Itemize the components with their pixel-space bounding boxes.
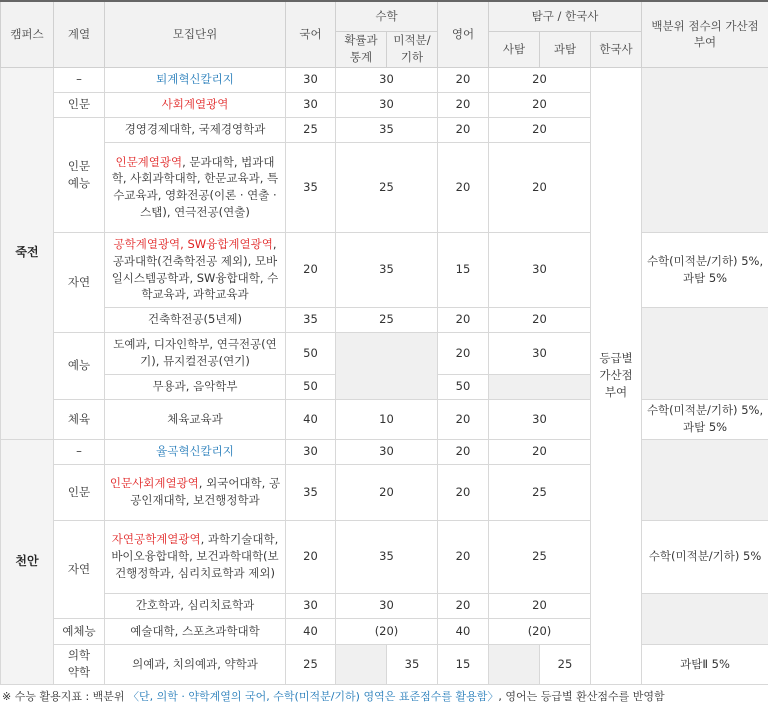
math-cell-empty xyxy=(336,332,438,399)
unit-rest: , 외국어대학, 공공인재대학, 보건행정학과 xyxy=(130,476,281,507)
header-unit: 모집단위 xyxy=(105,1,286,67)
korean-cell: 30 xyxy=(286,439,336,464)
social-cell-empty xyxy=(489,644,540,684)
english-cell: 20 xyxy=(438,399,489,439)
unit-rest: , 공과대학(건축학전공 제외), 모바일시스템공학과, SW융합대학, 수학교육과, 과학교육과 xyxy=(111,237,279,302)
inquiry-cell: 20 xyxy=(489,92,591,117)
unit-highlight: 자연공학계열광역 xyxy=(111,532,201,547)
header-math-stat: 확률과 통계 xyxy=(336,31,387,67)
unit-cell: 도예과, 디자인학부, 연극전공(연기), 뮤지컬전공(연기) xyxy=(105,332,286,374)
bonus-cell-empty xyxy=(642,67,768,232)
inquiry-cell: 30 xyxy=(489,332,591,374)
bonus-cell-empty xyxy=(642,307,768,399)
unit-cell: 예술대학, 스포츠과학대학 xyxy=(105,618,286,644)
inquiry-cell: 20 xyxy=(489,439,591,464)
math-cell: 30 xyxy=(336,593,438,618)
track-cell: 예능 xyxy=(54,332,105,399)
track-cell: 인문 xyxy=(54,464,105,520)
inquiry-cell: 30 xyxy=(489,399,591,439)
unit-cell: 건축학전공(5년제) xyxy=(105,307,286,332)
track-cell: 의학 약학 xyxy=(54,644,105,684)
math-cell: 35 xyxy=(336,520,438,593)
korean-cell: 40 xyxy=(286,399,336,439)
unit-rest: , 과학기술대학, 바이오융합대학, 보건과학대학(보건행정학과, 심리치료학과 제외) xyxy=(111,532,279,580)
math-cell: 10 xyxy=(336,399,438,439)
math-cell: 25 xyxy=(336,142,438,232)
math-stat-cell-empty xyxy=(336,644,387,684)
unit-highlight: 공학계열광역, SW융합계열광역 xyxy=(113,237,273,252)
bonus-cell: 수학(미적분/기하) 5%, 과탐 5% xyxy=(642,232,768,307)
korean-cell: 20 xyxy=(286,232,336,307)
inquiry-cell: 25 xyxy=(489,520,591,593)
header-social: 사탐 xyxy=(489,31,540,67)
english-cell: 15 xyxy=(438,232,489,307)
english-cell: 20 xyxy=(438,464,489,520)
header-korean: 국어 xyxy=(286,1,336,67)
english-cell: 20 xyxy=(438,593,489,618)
unit-cell xyxy=(105,142,286,232)
unit-cell: 경영경제대학, 국제경영학과 xyxy=(105,117,286,142)
english-cell: 20 xyxy=(438,307,489,332)
math-cell: 35 xyxy=(336,232,438,307)
track-cell: 예체능 xyxy=(54,618,105,644)
math-cell: 35 xyxy=(336,117,438,142)
english-cell: 50 xyxy=(438,374,489,399)
inquiry-cell: 20 xyxy=(489,117,591,142)
inquiry-cell-empty xyxy=(489,374,591,399)
inquiry-cell: (20) xyxy=(489,618,591,644)
unit-cell: 사회계열광역 xyxy=(105,92,286,117)
campus-jukjeon: 죽전 xyxy=(1,67,54,439)
math-cell: 30 xyxy=(336,92,438,117)
english-cell: 20 xyxy=(438,142,489,232)
bonus-cell: 수학(미적분/기하) 5%, 과탐 5% xyxy=(642,399,768,439)
korean-cell: 25 xyxy=(286,644,336,684)
korean-cell: 30 xyxy=(286,92,336,117)
math-cell: 25 xyxy=(336,307,438,332)
korean-cell: 35 xyxy=(286,307,336,332)
inquiry-cell: 20 xyxy=(489,593,591,618)
history-cell: 등급별 가산점 부여 xyxy=(591,67,642,684)
unit-cell: 간호학과, 심리치료학과 xyxy=(105,593,286,618)
footnote-prefix: ※ 수능 활용지표 : 백분위 xyxy=(2,690,129,703)
header-history: 한국사 xyxy=(591,31,642,67)
footnote-highlight: 〈단, 의학 · 약학계열의 국어, 수학(미적분/기하) 영역은 표준점수를 활용함〉 xyxy=(128,690,499,703)
header-math: 수학 xyxy=(336,1,438,31)
unit-cell: 의예과, 치의예과, 약학과 xyxy=(105,644,286,684)
inquiry-cell: 25 xyxy=(489,464,591,520)
unit-rest: , 문과대학, 법과대학, 사회과학대학, 한문교육과, 특수교육과, 영화전공(이론 · 연출 · 스탭), 연극전공(연출) xyxy=(111,154,279,219)
header-science: 과탐 xyxy=(540,31,591,67)
math-cell: 30 xyxy=(336,439,438,464)
unit-cell: 무용과, 음악학부 xyxy=(105,374,286,399)
korean-cell: 30 xyxy=(286,67,336,92)
english-cell: 20 xyxy=(438,67,489,92)
campus-cheonan: 천안 xyxy=(1,439,54,684)
korean-cell: 50 xyxy=(286,374,336,399)
bonus-cell-empty xyxy=(642,439,768,520)
unit-cell: 율곡혁신칼리지 xyxy=(105,439,286,464)
math-cell: 30 xyxy=(336,67,438,92)
track-cell: – xyxy=(54,439,105,464)
korean-cell: 50 xyxy=(286,332,336,374)
korean-cell: 35 xyxy=(286,142,336,232)
track-cell: 체육 xyxy=(54,399,105,439)
inquiry-cell: 20 xyxy=(489,307,591,332)
bonus-cell: 과탐Ⅱ 5% xyxy=(642,644,768,684)
english-cell: 15 xyxy=(438,644,489,684)
english-cell: 20 xyxy=(438,439,489,464)
header-track: 계열 xyxy=(54,1,105,67)
inquiry-cell: 20 xyxy=(489,142,591,232)
korean-cell: 40 xyxy=(286,618,336,644)
inquiry-cell: 20 xyxy=(489,67,591,92)
unit-highlight: 인문계열광역 xyxy=(115,154,183,169)
unit-cell xyxy=(105,232,286,307)
unit-highlight: 인문사회계열광역 xyxy=(109,476,199,491)
header-campus: 캠퍼스 xyxy=(1,1,54,67)
inquiry-cell: 30 xyxy=(489,232,591,307)
korean-cell: 30 xyxy=(286,593,336,618)
korean-cell: 35 xyxy=(286,464,336,520)
english-cell: 20 xyxy=(438,92,489,117)
english-cell: 40 xyxy=(438,618,489,644)
header-english: 영어 xyxy=(438,1,489,67)
footnote xyxy=(2,688,665,704)
unit-cell: 체육교육과 xyxy=(105,399,286,439)
math-cell: 20 xyxy=(336,464,438,520)
math-calc-cell: 35 xyxy=(387,644,438,684)
korean-cell: 25 xyxy=(286,117,336,142)
english-cell: 20 xyxy=(438,520,489,593)
english-cell: 20 xyxy=(438,117,489,142)
math-cell: (20) xyxy=(336,618,438,644)
unit-cell: 퇴계혁신칼리지 xyxy=(105,67,286,92)
track-cell: 인문 xyxy=(54,92,105,117)
english-cell: 20 xyxy=(438,332,489,374)
bonus-cell-empty xyxy=(642,593,768,644)
science-cell: 25 xyxy=(540,644,591,684)
unit-cell xyxy=(105,464,286,520)
header-inquiry: 탐구 / 한국사 xyxy=(489,1,642,31)
header-math-calc: 미적분/ 기하 xyxy=(387,31,438,67)
track-cell: 자연 xyxy=(54,520,105,618)
bonus-cell: 수학(미적분/기하) 5% xyxy=(642,520,768,593)
track-cell: – xyxy=(54,67,105,92)
unit-cell xyxy=(105,520,286,593)
korean-cell: 20 xyxy=(286,520,336,593)
header-bonus: 백분위 점수의 가산점 부여 xyxy=(642,1,768,67)
footnote-suffix: , 영어는 등급별 환산점수를 반영함 xyxy=(498,690,665,703)
track-cell: 인문 예능 xyxy=(54,117,105,232)
track-cell: 자연 xyxy=(54,232,105,332)
